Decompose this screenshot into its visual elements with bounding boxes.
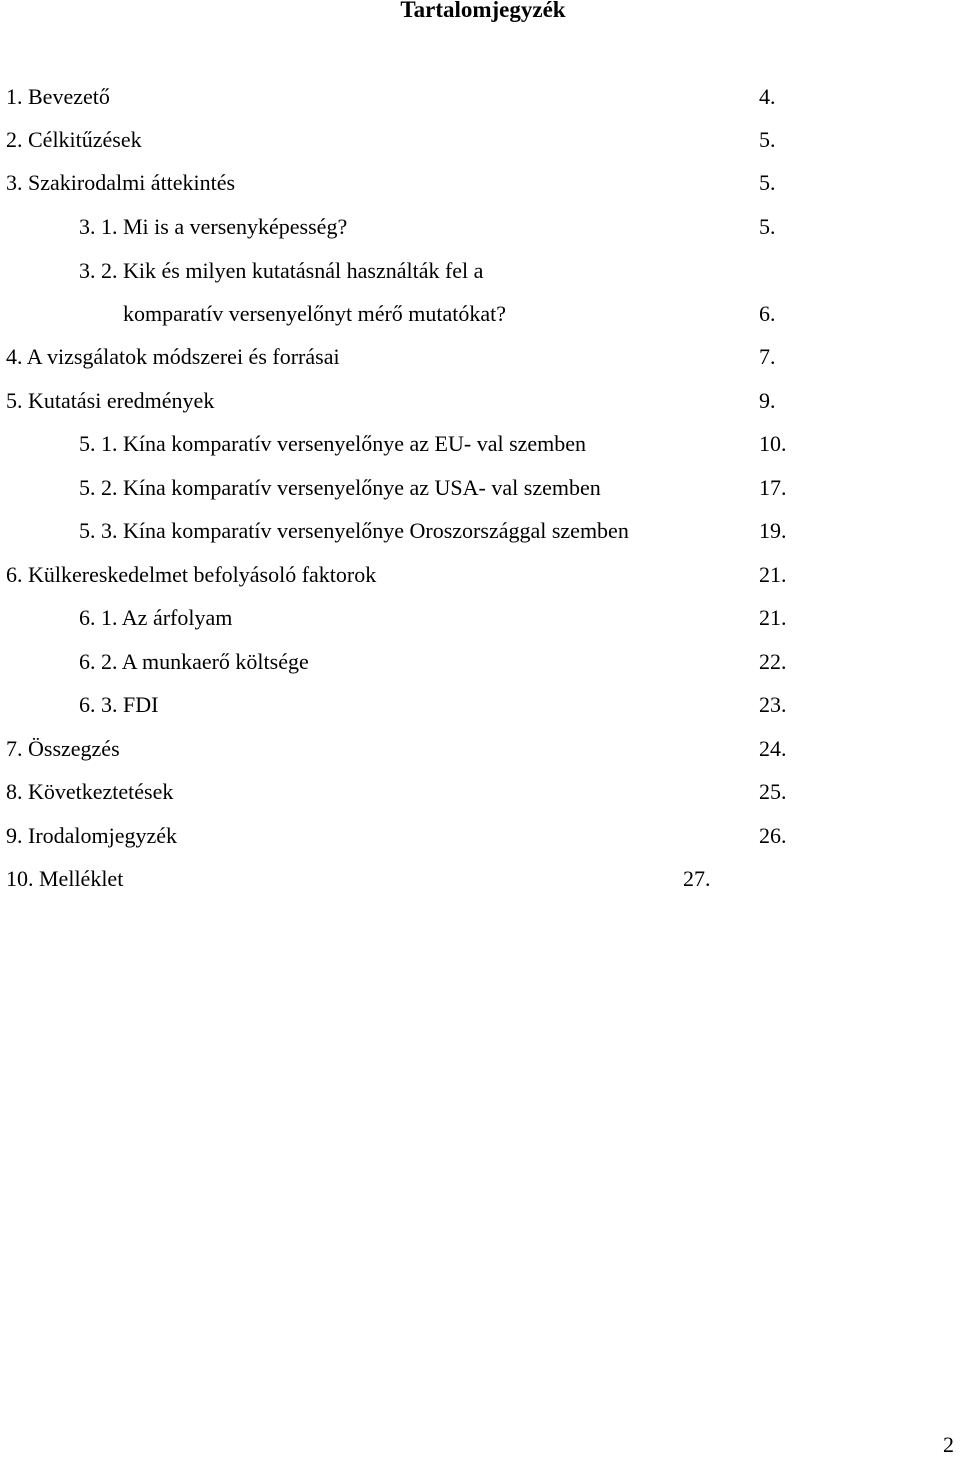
toc-entry-label: komparatív versenyelőnyt mérő mutatókat?	[123, 301, 507, 326]
toc-entry-page: 21.	[759, 562, 787, 587]
toc-entry-label: 6. 3. FDI	[79, 692, 159, 717]
toc-entry-label: 6. Külkereskedelmet befolyásoló faktorok	[6, 562, 377, 587]
toc-entry-page: 19.	[759, 518, 787, 543]
toc-entry-label: 1. Bevezető	[6, 84, 110, 109]
toc-entry-label: 5. 1. Kína komparatív versenyelőnye az EU- val szemben	[79, 431, 587, 456]
toc-entry-label: 3. Szakirodalmi áttekintés	[6, 170, 236, 195]
toc-entry-label: 7. Összegzés	[6, 736, 120, 761]
toc-entry-label: 5. Kutatási eredmények	[6, 388, 215, 413]
toc-entry-page: 25.	[759, 779, 787, 804]
toc-entry-page: 23.	[759, 692, 787, 717]
page-title: Tartalomjegyzék	[400, 0, 566, 22]
toc-entry-page: 22.	[759, 649, 787, 674]
toc-entry-page: 27.	[683, 866, 711, 891]
toc-entry-page: 5.	[759, 214, 776, 239]
toc-entry-page: 24.	[759, 736, 787, 761]
toc-entry-page: 21.	[759, 605, 787, 630]
toc-entry-label: 8. Következtetések	[6, 779, 174, 804]
toc-entry-page: 17.	[759, 475, 787, 500]
toc-entry-label: 5. 2. Kína komparatív versenyelőnye az USA- val szemben	[79, 475, 601, 500]
page-number: 2	[943, 1432, 954, 1457]
toc-entry-page: 5.	[759, 170, 776, 195]
toc-entry-label: 5. 3. Kína komparatív versenyelőnye Oroszországgal szemben	[79, 518, 629, 543]
toc-entry-page: 6.	[759, 301, 776, 326]
toc-entry-label: 6. 1. Az árfolyam	[79, 605, 233, 630]
toc-entry-label: 6. 2. A munkaerő költsége	[79, 649, 309, 674]
toc-entry-label: 10. Melléklet	[6, 866, 124, 891]
toc-entry-page: 7.	[759, 344, 776, 369]
toc-entry-label: 2. Célkitűzések	[6, 127, 142, 152]
toc-entry-label: 4. A vizsgálatok módszerei és forrásai	[6, 344, 340, 369]
toc-entry-page: 26.	[759, 823, 787, 848]
toc-entry-label: 9. Irodalomjegyzék	[6, 823, 178, 848]
toc-entry-label: 3. 1. Mi is a versenyképesség?	[79, 214, 348, 239]
toc-entry-page: 9.	[759, 388, 776, 413]
toc-entry-page: 4.	[759, 84, 776, 109]
toc-entry-page: 10.	[759, 431, 787, 456]
toc-entry-page: 5.	[759, 127, 776, 152]
toc-entry-label: 3. 2. Kik és milyen kutatásnál használták fel a	[79, 258, 484, 283]
